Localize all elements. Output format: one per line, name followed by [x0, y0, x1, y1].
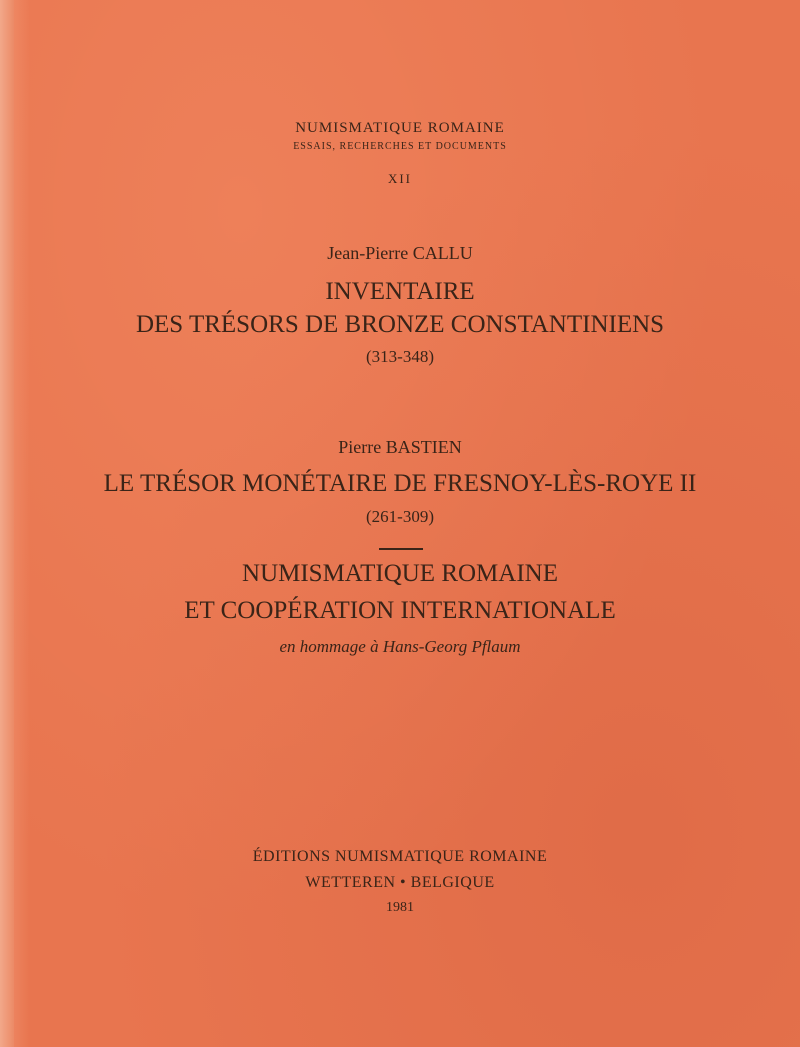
work3-dedication: en hommage à Hans-Georg Pflaum	[279, 637, 521, 656]
divider-rule	[379, 548, 423, 550]
publisher-place: WETTEREN • BELGIQUE	[305, 874, 495, 891]
author-bastien: Pierre BASTIEN	[338, 437, 462, 457]
work1-title-line1: INVENTAIRE	[325, 278, 475, 305]
publisher-name: ÉDITIONS NUMISMATIQUE ROMAINE	[252, 848, 548, 865]
work3-title-line2: ET COOPÉRATION INTERNATIONALE	[184, 597, 616, 624]
work2-dates: (261-309)	[366, 507, 434, 526]
work3-title-line1: NUMISMATIQUE ROMAINE	[242, 560, 558, 587]
series-subtitle: ESSAIS, RECHERCHES ET DOCUMENTS	[293, 141, 507, 152]
work2-title: LE TRÉSOR MONÉTAIRE DE FRESNOY-LÈS-ROYE II	[103, 470, 697, 497]
series-volume: XII	[387, 171, 413, 186]
publication-year: 1981	[386, 900, 414, 915]
series-title: NUMISMATIQUE ROMAINE	[295, 120, 505, 136]
work1-title-line2: DES TRÉSORS DE BRONZE CONSTANTINIENS	[135, 311, 665, 338]
author-callu: Jean-Pierre CALLU	[327, 243, 473, 263]
work1-dates: (313-348)	[366, 347, 434, 366]
